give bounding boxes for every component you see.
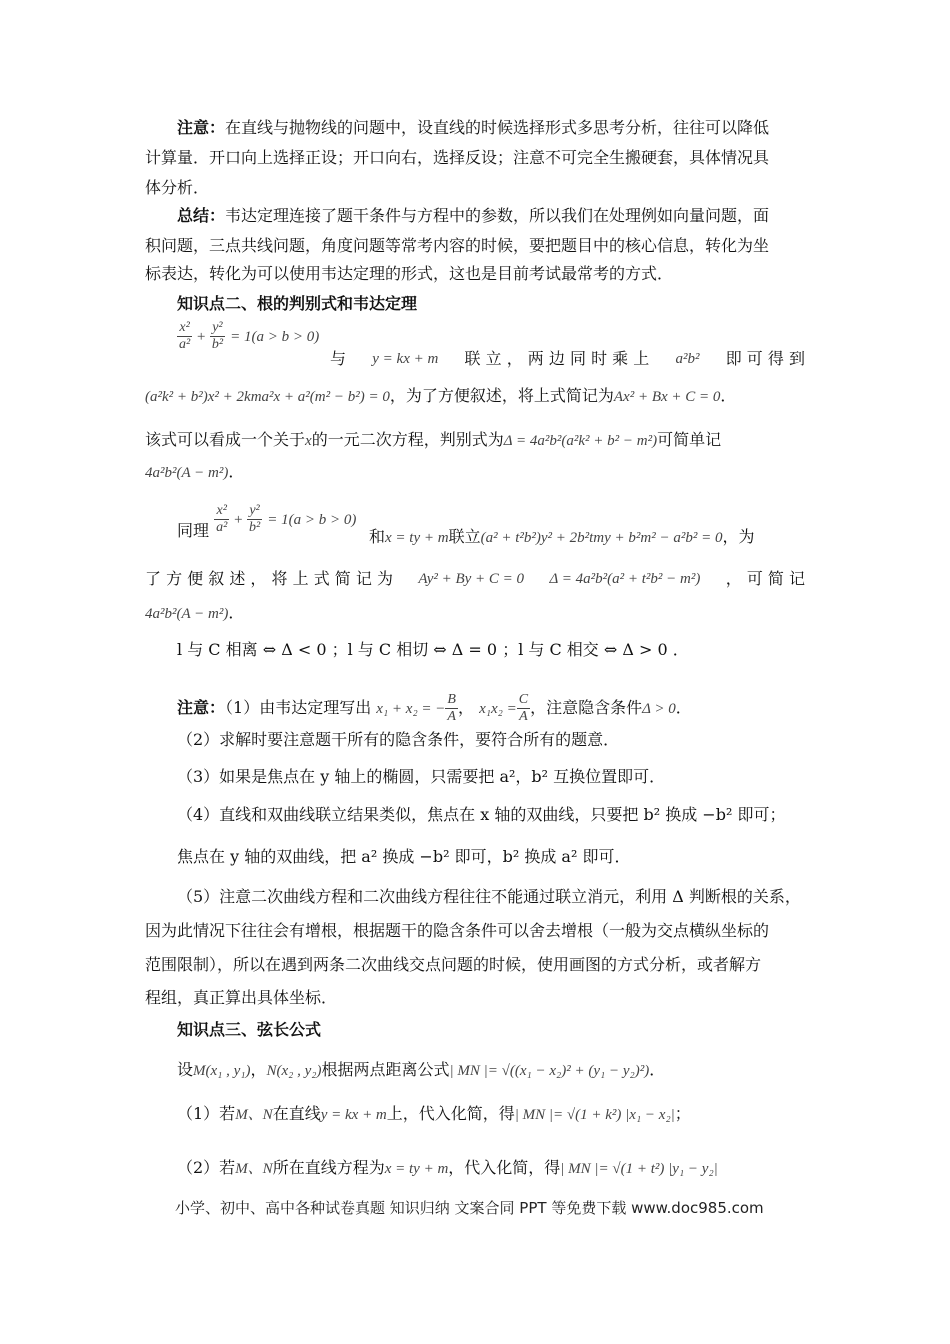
point-n: N(x₂ , y₂) [266, 1063, 322, 1079]
text-kejian-2: ， 可 简 记 [725, 569, 805, 588]
ellipse-equation-2: 同理 $\frac{\text{x²}}{\text{a²}}$ + $\frac{\text{y²}}{\text{b²}}$ = 1(a > b > 0) [177, 503, 357, 540]
note-5-line-4: 程组，真正算出具体坐标． [145, 988, 338, 1007]
ellipse-condition: = 1(a > b > 0) [230, 329, 320, 345]
short-form-line-2 [145, 569, 805, 589]
note-para-line-3: 体分析． [145, 178, 210, 197]
frac-b-a: $\frac{B}{A}$ [447, 692, 456, 724]
chord-formula-t: | MN |= √(1 + t²) |y₁ − y₂| [560, 1161, 718, 1177]
semicolon: ； [674, 1104, 691, 1123]
chord-line-2 [177, 1158, 718, 1179]
frac-y2-b2-2: $\frac{\text{y²}}{\text{b²}}$ [248, 503, 261, 535]
note-1-line: 注意：（1）由韦达定理写出 x₁ + x₂ = − $\frac{B}{A}$ ， x₁x₂ = $\frac{C}{A}$ ，注意隐含条件Δ > 0． [177, 692, 692, 724]
comma: ， [250, 1060, 267, 1079]
summary-para-line-3: 标表达，转化为可以使用韦达定理的形式，这也是目前考试最常考的方式． [145, 264, 674, 283]
short-form-x: Ax² + Bx + C = 0 [613, 389, 721, 405]
points-mn-1: M、N [235, 1107, 273, 1123]
simple-form-line: 4a²b²(A − m²)． [145, 462, 245, 481]
note-1-text: （1）由韦达定理写出 [225, 698, 372, 717]
quadratic-x: (a²k² + b²)x² + 2kma²x + a²(m² − b²) = 0 [145, 389, 390, 405]
note-2-line: （2）求解时要注意题干所有的隐含条件，要符合所有的题意． [177, 730, 620, 749]
var-x: x [305, 433, 312, 449]
text-kejian: 可简单记 [657, 430, 722, 449]
combine-line [330, 349, 805, 369]
discriminant-line [145, 430, 721, 451]
note-para-line-1 [177, 118, 769, 138]
quadratic-line [145, 386, 736, 407]
summary-text: 韦达定理连接了题干条件与方程中的参数，所以我们在处理例如向量问题，面 [225, 206, 770, 225]
text-gaishi: 该式可以看成一个关于 [145, 430, 306, 449]
text-lianli: 联 立 ， 两 边 同 时 乘 上 [464, 349, 650, 368]
line-equation-4: x = ty + m [384, 1161, 449, 1177]
frac-x2-a2-2: $\frac{\text{x²}}{\text{a²}}$ [216, 503, 228, 535]
note-label: 注意： [177, 118, 226, 137]
text-ruo-2: （2）若 [177, 1158, 236, 1177]
text-jikede: 即 可 得 到 [725, 349, 805, 368]
line-equation: y = kx + m [372, 351, 439, 367]
text-zai-zhixian: 在直线 [272, 1104, 321, 1123]
summary-label: 总结： [177, 206, 226, 225]
discriminant-x: Δ = 4a²b²(a²k² + b² − m²) [503, 433, 658, 449]
period-2: ． [649, 1060, 666, 1079]
text-yiyuan: 的一元二次方程，判别式为 [311, 430, 504, 449]
line-equation-3: y = kx + m [320, 1107, 387, 1123]
simple-form-x: 4a²b²(A − m²) [145, 465, 229, 481]
short-form-y: Ay² + By + C = 0 [418, 571, 525, 587]
distance-formula: | MN |= √((x₁ − x₂)² + (y₁ − y₂)²) [449, 1063, 650, 1079]
footer-ad: 小学、初中、高中各种试卷真题 知识归纳 文案合同 PPT 等免费下载 www.doc985.com [175, 1199, 764, 1217]
text-daiRu-1: 上，代入化简，得 [386, 1104, 515, 1123]
term-a2b2: a²b² [675, 351, 700, 367]
text-she: 设 [177, 1060, 194, 1079]
text-suozai: 所在直线方程为 [272, 1158, 385, 1177]
text-distance: 根据两点距离公式 [321, 1060, 450, 1079]
text-le: 了 方 便 叙 述 ， 将 上 式 简 记 为 [145, 569, 393, 588]
text-he: 和 [369, 527, 386, 546]
quadratic-y: (a² + t²b²)y² + 2b²tmy + b²m² − a²b² = 0 [480, 530, 723, 546]
section-3-title: 知识点三、弦长公式 [177, 1020, 322, 1039]
position-relations: l 与 C 相离 ⇔ Δ < 0 ；l 与 C 相切 ⇔ Δ = 0 ；l 与 C 相交 ⇔ Δ > 0 ． [177, 640, 689, 659]
note-3-line: （3）如果是焦点在 y 轴上的椭圆，只需要把 a²，b² 互换位置即可． [177, 767, 666, 786]
note-4b-line: 焦点在 y 轴的双曲线，把 a² 换成 −b² 即可，b² 换成 a² 即可． [177, 847, 631, 866]
note-para-line-2: 计算量．开口向上选择正设；开口向右，选择反设；注意不可完全生搬硬套，具体情况具 [145, 148, 770, 167]
text-daiRu-2: ，代入化简，得 [448, 1158, 561, 1177]
combine-line-2 [369, 527, 755, 548]
text-wei: ，为了方便叙述，将上式简记为 [389, 386, 614, 405]
frac-c-a: $\frac{C}{A}$ [518, 692, 529, 724]
vieta-product-lhs: x₁x₂ = [479, 701, 517, 717]
line-equation-2: x = ty + m [385, 530, 449, 546]
ellipse-equation: $\frac{\text{x²}}{\text{a²}}$ + $\frac{\text{y²}}{\text{b²}}$ = 1(a > b > 0) [179, 320, 320, 352]
note-1-cond-text: ，注意隐含条件 [530, 698, 643, 717]
summary-para-line-1 [177, 206, 769, 226]
discriminant-y: Δ = 4a²b²(a² + t²b² − m²) [549, 571, 701, 587]
section-2-title: 知识点二、根的判别式和韦达定理 [177, 294, 418, 313]
points-mn-2: M、N [235, 1161, 273, 1177]
ellipse-condition-2: = 1(a > b > 0) [267, 512, 357, 528]
distance-line [177, 1060, 665, 1081]
frac-y2-b2: $\frac{\text{y²}}{\text{b²}}$ [211, 320, 224, 352]
period: ． [720, 386, 737, 405]
note-5-line-1: （5）注意二次曲线方程和二次曲线方程往往不能通过联立消元，利用 Δ 判断根的关系， [177, 887, 801, 906]
chord-line-1 [177, 1104, 691, 1125]
note-5-line-2: 因为此情况下往往会有增根，根据题干的隐含条件可以舍去增根（一般为交点横纵坐标的 [145, 921, 770, 940]
text-lianli-2: 联立 [448, 527, 481, 546]
text-tongli: 同理 [177, 521, 210, 540]
text-ruo-1: （1）若 [177, 1104, 236, 1123]
vieta-sum-lhs: x₁ + x₂ = − [376, 701, 446, 717]
summary-para-line-2: 积问题，三点共线问题，角度问题等常考内容的时候，要把题目中的核心信息，转化为坐 [145, 236, 770, 255]
simple-form-y: 4a²b²(A − m²) [145, 606, 229, 622]
delta-condition: Δ > 0 [642, 701, 676, 717]
text-yu: 与 [330, 349, 347, 368]
note-4-line: （4）直线和双曲线联立结果类似，焦点在 x 轴的双曲线，只要把 b² 换成 −b² 即可； [177, 805, 786, 824]
note-2-label: 注意： [177, 698, 226, 717]
note-text: 在直线与抛物线的问题中，设直线的时候选择形式多思考分析，往往可以降低 [225, 118, 770, 137]
text-wei-2: ，为 [722, 527, 755, 546]
chord-formula-k: | MN |= √(1 + k²) |x₁ − x₂| [514, 1107, 675, 1123]
frac-x2-a2: $\frac{\text{x²}}{\text{a²}}$ [179, 320, 191, 352]
simple-form-line-2: 4a²b²(A − m²)． [145, 603, 245, 622]
point-m: M(x₁ , y₁) [193, 1063, 251, 1079]
note-5-line-3: 范围限制），所以在遇到两条二次曲线交点问题的时候，使用画图的方式分析，或者解方 [145, 955, 762, 974]
